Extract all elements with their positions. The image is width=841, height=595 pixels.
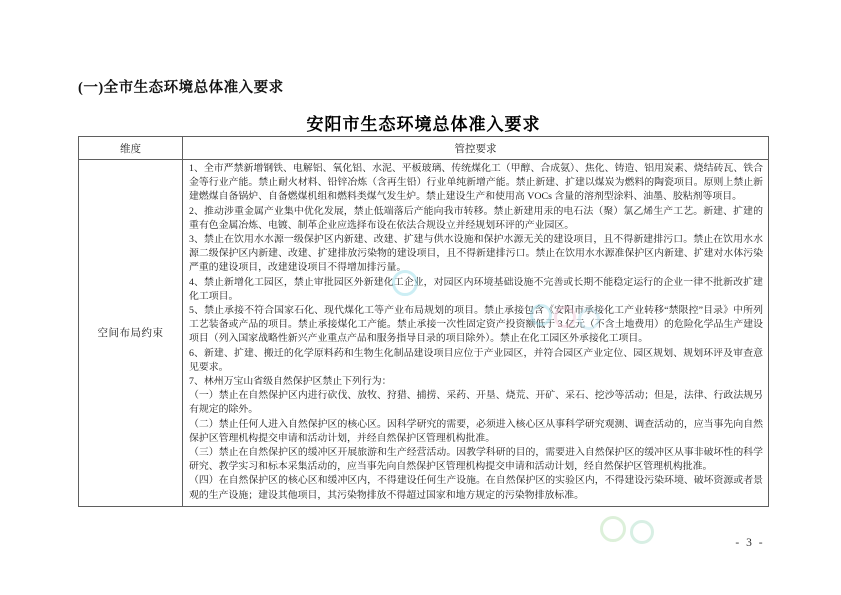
page-number: - 3 - [735,537,765,549]
requirement-paragraph: （一）禁止在自然保护区内进行砍伐、放牧、狩猎、捕捞、采药、开垦、烧荒、开矿、采石、挖沙等活动；但是，法律、行政法规另有规定的除外。 [189,390,763,416]
requirement-paragraph: （四）在自然保护区的核心区和缓冲区内，不得建设任何生产设施。在自然保护区的实验区内，不得建设污染环境、破坏资源或者景观的生产设施；建设其他项目，其污染物排放不得超过国家和地方规定的污染物排放标准。 [189,475,763,501]
column-header-requirements: 管控要求 [183,137,769,160]
dimension-cell-spatial-layout: 空间布局约束 [79,160,183,507]
requirement-paragraph: 2、推动涉重金属产业集中优化发展，禁止低端落后产能向我市转移。禁止新建用汞的电石法（聚）氯乙烯生产工艺。新建、扩建的重有色金属冶炼、电镀、制革企业应选择布设在依法合规设立并经规划环评的产业园区。 [189,205,763,231]
requirement-paragraph: 6、新建、扩建、搬迁的化学原料药和生物生化制品建设项目应位于产业园区，并符合园区产业定位、园区规划、规划环评及审查意见要求。 [189,347,763,373]
table-row [79,160,769,507]
watermark-ring [630,520,654,544]
requirement-paragraph: 4、禁止新增化工园区，禁止审批园区外新建化工企业，对园区内环境基础设施不完善或长期不能稳定运行的企业一律不批新改扩建化工项目。 [189,276,763,302]
requirement-paragraph: 7、林州万宝山省级自然保护区禁止下列行为： [189,376,392,388]
requirement-paragraph: （二）禁止任何人进入自然保护区的核心区。因科学研究的需要，必须进入核心区从事科学研究观测、调查活动的，应当事先向自然保护区管理机构提交申请和活动计划，并经自然保护区管理机构批准。 [189,418,763,444]
requirements-paragraphs [189,162,763,503]
column-header-dimension: 维度 [79,137,183,160]
requirement-paragraph: 1、全市严禁新增钢铁、电解铝、氧化铝、水泥、平板玻璃、传统煤化工（甲醇、合成氨）、焦化、铸造、铝用炭素、烧结砖瓦、铁合金等行业产能。禁止耐火材料、铅锌冶炼（含再生铅）行业单纯新增产能。禁止新建、扩建以煤炭为燃料的陶瓷项目。原则上禁止新建燃煤自备锅炉、自备燃煤机组和燃料类煤气发生炉。禁止建设生产和使用高 VOCs 含量的溶剂型涂料、油墨、胶粘剂等项目。 [189,163,763,203]
requirement-paragraph: 5、禁止承接不符合国家石化、现代煤化工等产业布局规划的项目。禁止承接包含《安阳市承接化工产业转移“禁限控”目录》中所列工艺装备或产品的项目。禁止承接煤化工产能。禁止承接一次性固定资产投资额低于 3 亿元（不含土地费用）的危险化学品生产建设项目（列入国家战略性新兴产业重点产品和服务指导目录的项目除外）。禁止在化工园区外承接化工项目。 [189,305,763,345]
requirements-cell [183,160,769,507]
requirement-paragraph: （三）禁止在自然保护区的缓冲区开展旅游和生产经营活动。因教学科研的目的，需要进入自然保护区的缓冲区从事非破坏性的科学研究、教学实习和标本采集活动的，应当事先向自然保护区管理机构提交申请和活动计划，经自然保护区管理机构批准。 [189,447,763,473]
requirement-paragraph: 3、禁止在饮用水水源一级保护区内新建、改建、扩建与供水设施和保护水源无关的建设项目，且不得新建排污口。禁止在饮用水水源二级保护区内新建、改建、扩建排放污染物的建设项目，且不得新建排污口。禁止在饮用水水源准保护区内新建、扩建对水体污染严重的建设项目，改建建设项目不得增加排污量。 [189,234,763,274]
table-header-row [79,137,769,160]
table-title: 安阳市生态环境总体准入要求 [306,115,541,134]
watermark-ring [600,516,626,542]
section-heading: (一)全市生态环境总体准入要求 [78,80,284,96]
requirements-table [78,136,769,507]
watermark-stamp [598,508,670,554]
